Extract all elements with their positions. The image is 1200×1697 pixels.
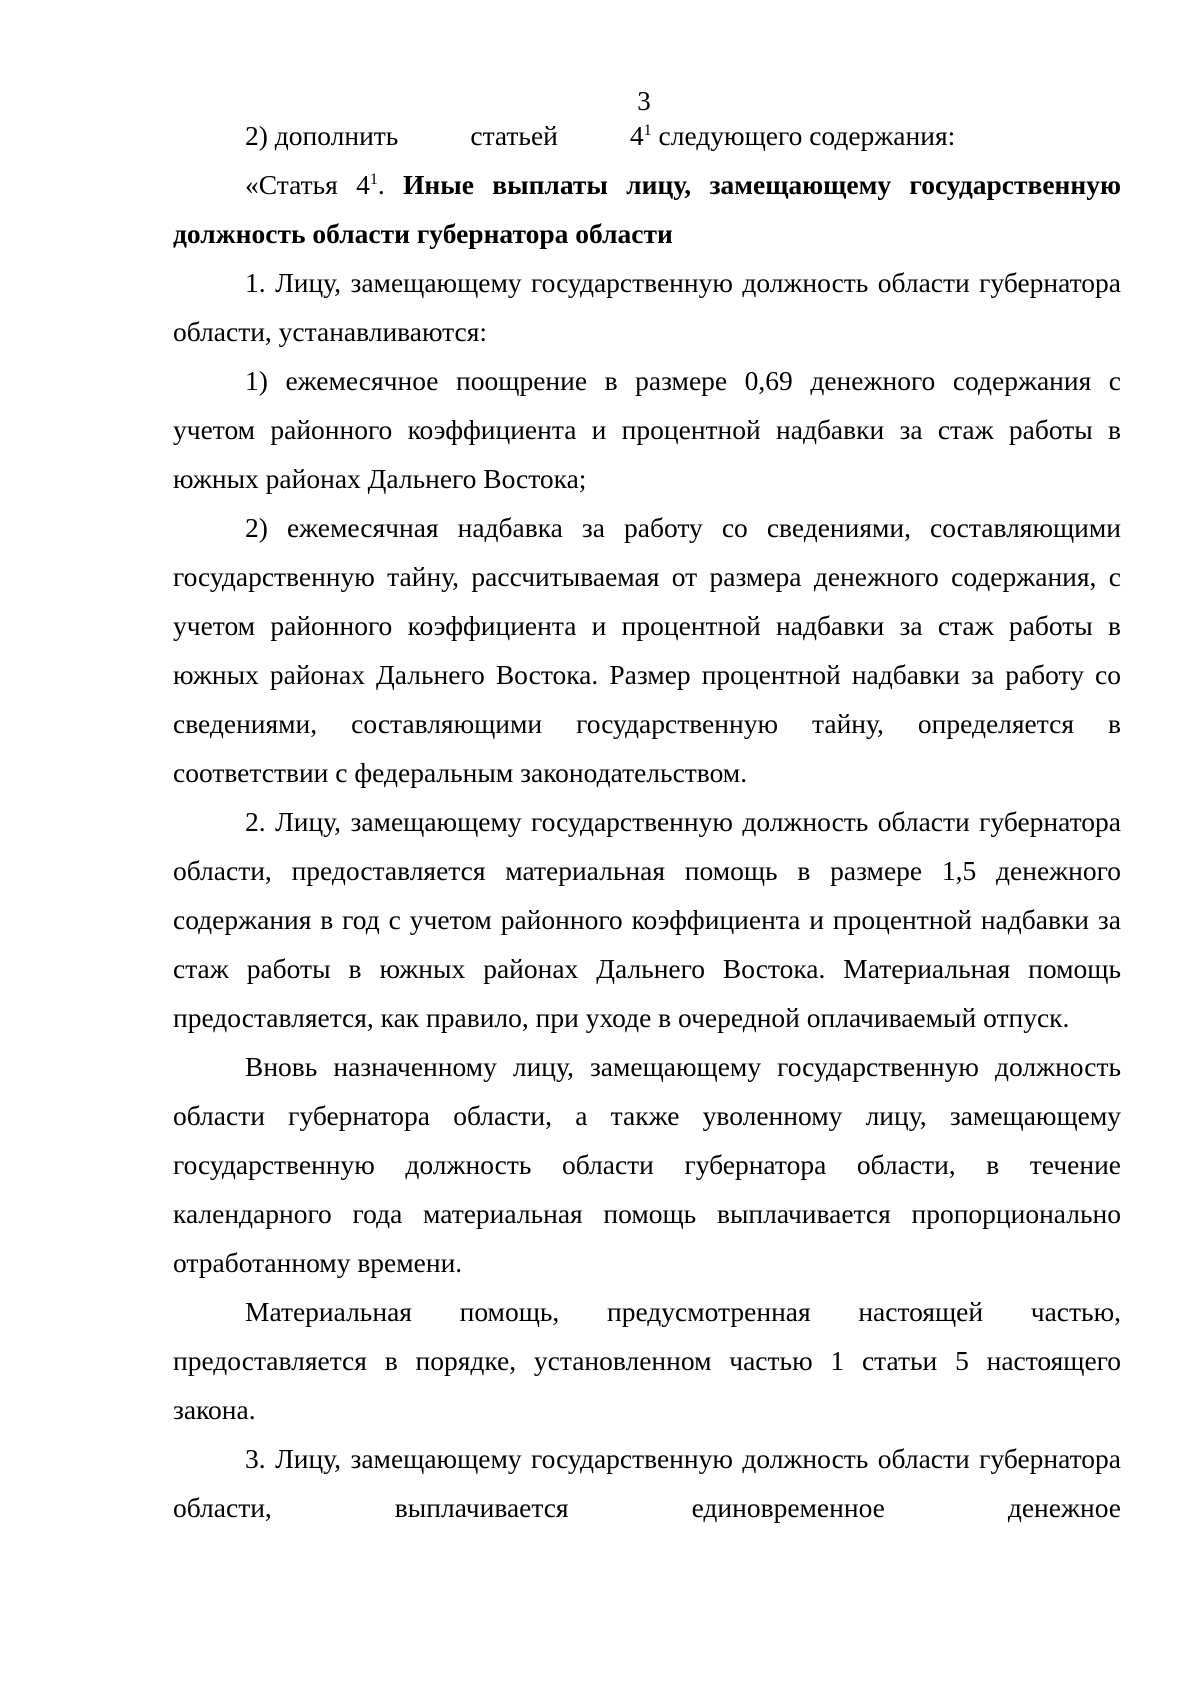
article-reference (558, 111, 955, 160)
paragraph-procedure: Материальная помощь, предусмотренная настоящей частью, предоставляется в порядке, установленном частью 1 статьи 5 настоящего закона. (173, 1296, 1121, 1425)
amendment-rest: следующего содержания: (658, 120, 956, 151)
paragraph-part-2: 2. Лицу, замещающему государственную должность области губернатора области, предоставляется материальная помощь в размере 1,5 денежного содержания в год с учетом районного коэффициента и процентной надбавки за стаж работы в южных районах Дальнего Востока. Материальная помощь предоставляется, как правило, при уходе в очередной оплачиваемый отпуск. (173, 806, 1121, 1033)
paragraph-item-2: 2) ежемесячная надбавка за работу со сведениями, составляющими государственную тайну, рассчитываемая от размера денежного содержания, с учетом районного коэффициента и процентной надбавки за стаж работы в южных районах Дальнего Востока. Размер процентной надбавки за работу со сведениями, составляющими государственную тайну, определяется в соответствии с федеральным законодательством. (173, 512, 1121, 788)
paragraph-item-1: 1) ежемесячное поощрение в размере 0,69 денежного содержания с учетом районного коэффициента и процентной надбавки за стаж работы в южных районах Дальнего Востока; (173, 365, 1121, 494)
page-number: 3 (637, 86, 651, 116)
amendment-item: 2) дополнить (245, 120, 399, 151)
article-heading (173, 160, 1121, 258)
document-body (173, 111, 1121, 1532)
paragraph-new-appointee: Вновь назначенному лицу, замещающему государственную должность области губернатора области, а также уволенному лицу, замещающему государственную должность области губернатора области, в течение календарного года материальная помощь выплачивается пропорционально отработанному времени. (173, 1051, 1121, 1278)
article-reference-number: 4 (629, 120, 644, 151)
amendment-word: статьей (470, 120, 558, 151)
article-reference-superscript: 1 (643, 121, 652, 139)
paragraph-part-3: 3. Лицу, замещающему государственную должность области губернатора области, выплачивается единовременное денежное (173, 1443, 1121, 1523)
article-title: Иные выплаты лицу, замещающему государственную должность области губернатора области (173, 169, 1121, 249)
article-heading-superscript: 1 (369, 170, 378, 188)
article-heading-prefix: «Статья 4 (245, 169, 370, 200)
paragraph-part-1: 1. Лицу, замещающему государственную должность области губернатора области, устанавливаются: (173, 267, 1121, 347)
article-heading-dot: . (377, 169, 385, 200)
amendment-intro (173, 111, 1121, 160)
amendment-intro-line (173, 111, 956, 160)
